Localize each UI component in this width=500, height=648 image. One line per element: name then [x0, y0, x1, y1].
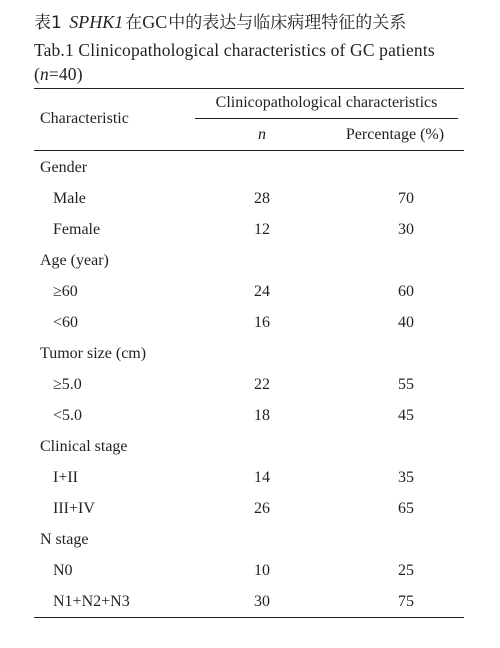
cell-percentage: 45	[398, 407, 414, 424]
table-row	[34, 494, 464, 524]
table-group-row	[34, 153, 464, 183]
cell-count: 14	[254, 469, 270, 486]
table-row	[34, 308, 464, 338]
group-header-rule	[195, 118, 458, 119]
cell-percentage: 40	[398, 314, 414, 331]
row-label: ≥60	[53, 283, 78, 300]
column-header-percentage: Percentage (%)	[345, 126, 445, 143]
column-header-characteristic: Characteristic	[40, 110, 129, 127]
table-title-english	[34, 38, 464, 86]
row-label: Male	[53, 190, 86, 207]
row-label: ≥5.0	[53, 376, 82, 393]
cell-percentage: 25	[398, 562, 414, 579]
row-label: Tumor size (cm)	[40, 345, 147, 362]
row-label: N0	[53, 562, 73, 579]
table-row	[34, 215, 464, 245]
row-label: Female	[53, 221, 101, 238]
title-prefix: 表1	[34, 13, 68, 33]
gene-name: SPHK1	[69, 12, 124, 32]
row-label: I+II	[53, 469, 79, 486]
title-suffix: 中的表达与临床病理特征的关系	[168, 13, 407, 33]
table-row	[34, 277, 464, 307]
title-en-tail: =40)	[48, 64, 83, 84]
row-label: Clinical stage	[40, 438, 128, 455]
table-group-row	[34, 432, 464, 462]
cell-percentage: 35	[398, 469, 414, 486]
cell-percentage: 30	[398, 221, 414, 238]
title-mid: 在	[125, 13, 143, 33]
row-label: Age (year)	[40, 252, 109, 269]
cell-percentage: 75	[398, 593, 414, 610]
cell-count: 26	[254, 500, 270, 517]
cell-count: 12	[254, 221, 270, 238]
row-label: III+IV	[53, 500, 95, 517]
table-row	[34, 370, 464, 400]
cell-percentage: 65	[398, 500, 414, 517]
row-label: <60	[53, 314, 79, 331]
table-row	[34, 587, 464, 617]
row-label: <5.0	[53, 407, 83, 424]
cell-percentage: 60	[398, 283, 414, 300]
row-label: N1+N2+N3	[53, 593, 130, 610]
cell-count: 24	[254, 283, 270, 300]
table-row	[34, 463, 464, 493]
table-top-rule	[34, 88, 464, 89]
table-bottom-rule	[34, 617, 464, 618]
table-row	[34, 184, 464, 214]
title-en-n: n	[39, 64, 49, 84]
row-label: Gender	[40, 159, 88, 176]
title-en-text: Tab.1 Clinicopathological characteristics of GC patients (	[34, 40, 435, 84]
cell-count: 10	[254, 562, 270, 579]
table-row	[34, 556, 464, 586]
cell-count: 22	[254, 376, 270, 393]
cell-percentage: 70	[398, 190, 414, 207]
header-bottom-rule	[34, 150, 464, 151]
table-group-row	[34, 339, 464, 369]
table-title-chinese	[34, 9, 406, 36]
table-group-row	[34, 525, 464, 555]
title-gc: GC	[142, 12, 168, 32]
cell-percentage: 55	[398, 376, 414, 393]
row-label: N stage	[40, 531, 89, 548]
column-group-header: Clinicopathological characteristics	[215, 94, 438, 111]
table-row	[34, 401, 464, 431]
cell-count: 18	[254, 407, 270, 424]
cell-count: 30	[254, 593, 270, 610]
cell-count: 28	[254, 190, 270, 207]
cell-count: 16	[254, 314, 270, 331]
column-header-n: n	[258, 126, 266, 143]
table-group-row	[34, 246, 464, 276]
